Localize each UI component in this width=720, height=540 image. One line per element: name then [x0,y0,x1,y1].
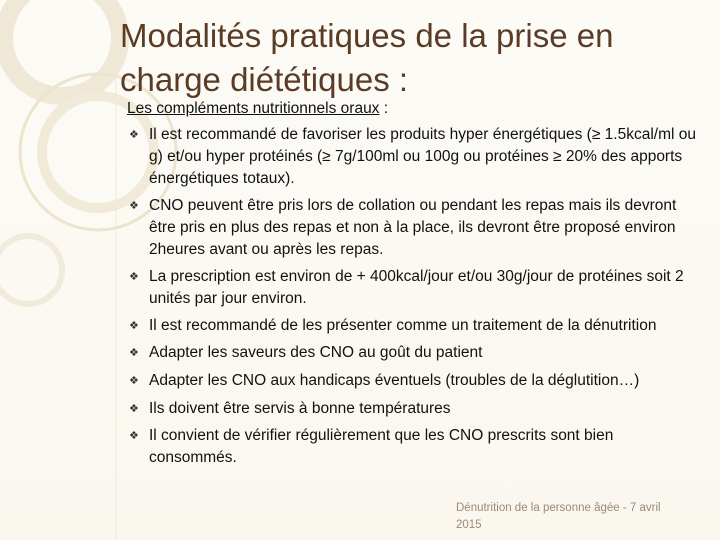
bullet-text: La prescription est environ de + 400kcal/jour et/ou 30g/jour de protéines soit 2 unités par jour environ. [149,268,684,307]
slide-title-line1: Modalités pratiques de la prise en [120,17,614,54]
footer-line2: 2015 [456,519,482,531]
section-heading-underlined: Les compléments nutritionnels oraux [127,100,380,117]
bullet-glyph-icon: ❖ [129,430,139,442]
bullet-list [128,124,700,469]
bullet-text: Adapter les saveurs des CNO au goût du patient [149,344,483,361]
bullet-item [128,398,700,420]
bullet-glyph-icon: ❖ [129,403,139,415]
bullet-text: CNO peuvent être pris lors de collation ou pendant les repas mais ils devront être pris en plus des repas et non à la place, ils devront être proposé environ 2heures avant ou après les repas. [149,197,677,258]
deco-circle-small [0,236,62,304]
deco-circle-large [4,0,120,96]
bullet-item [128,124,700,190]
bullet-item [128,315,700,337]
section-heading [127,99,388,118]
bullet-glyph-icon: ❖ [129,320,139,332]
slide-footer [456,500,696,534]
bullet-glyph-icon: ❖ [129,129,139,141]
slide-title-line2: charge diététiques : [120,61,409,98]
bullet-glyph-icon: ❖ [129,375,139,387]
bullet-item [128,425,700,469]
bullet-item [128,195,700,261]
bullet-item [128,266,700,310]
bullet-glyph-icon: ❖ [129,271,139,283]
bullet-text: Adapter les CNO aux handicaps éventuels (troubles de la déglutition…) [149,372,640,389]
bullet-glyph-icon: ❖ [129,200,139,212]
bullet-text: Il est recommandé de favoriser les produits hyper énergétiques (≥ 1.5kcal/ml ou g) et/ou hyper protéinés (≥ 7g/100ml ou 100g ou protéines ≥ 20% des apports énergétiques totaux). [149,126,696,187]
bullet-item [128,370,700,392]
slide-title [120,14,700,102]
bullet-text: Ils doivent être servis à bonne températures [149,400,451,417]
bullet-text: Il est recommandé de les présenter comme un traitement de la dénutrition [149,317,657,334]
footer-line1: Dénutrition de la personne âgée - 7 avril [456,502,661,514]
bullet-text: Il convient de vérifier régulièrement que les CNO prescrits sont bien consommés. [149,427,614,466]
section-heading-colon: : [379,100,389,117]
bullet-glyph-icon: ❖ [129,347,139,359]
bullet-item [128,342,700,364]
